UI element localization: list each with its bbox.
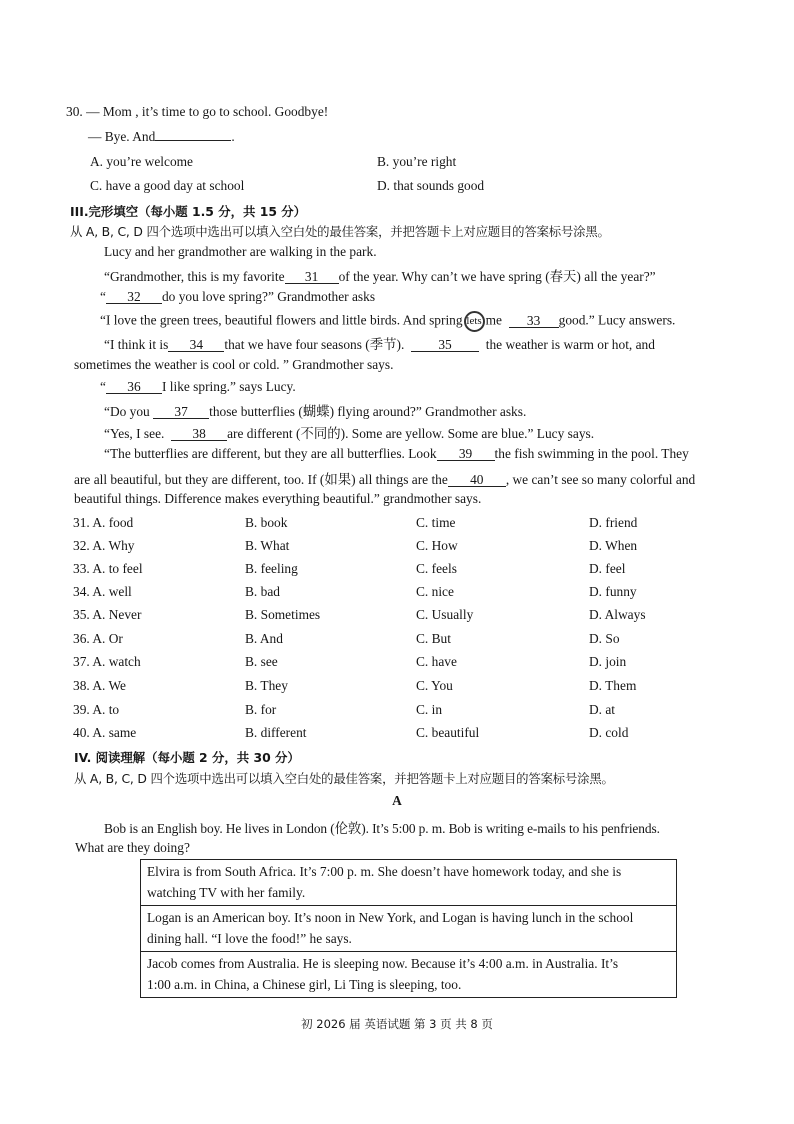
passage-text: “Grandmother, this is my favorite <box>104 269 285 284</box>
passage-text: that we have four seasons (季节). <box>224 337 405 352</box>
section3-title: III.完形填空（每小题 1.5 分，共 15 分） <box>70 204 307 219</box>
option-31d: D. friend <box>589 515 638 530</box>
reading-intro-line-2: What are they doing? <box>75 840 190 855</box>
passage-text: “The butterflies are different, but they are all butterflies. Look <box>104 446 437 461</box>
q30-stem: 30. — Mom , it’s time to go to school. Goodbye! <box>66 104 329 119</box>
passage-line-1: Lucy and her grandmother are walking in the park. <box>104 244 377 259</box>
option-37a: 37. A. watch <box>73 654 141 669</box>
option-33d: D. feel <box>589 561 626 576</box>
passage-line-3 <box>100 289 375 305</box>
passage-text: “ <box>100 289 106 304</box>
passage-line-10 <box>104 446 689 462</box>
passage-text: , we can’t see so many colorful and <box>505 472 696 487</box>
passage-text: the fish swimming in the pool. They <box>494 446 689 461</box>
blank-40: 40 <box>448 473 506 487</box>
box-line: Elvira is from South Africa. It’s 7:00 p. m. She doesn’t have homework today, and she is <box>147 864 622 879</box>
passage-line-7 <box>100 379 296 395</box>
box-line: watching TV with her family. <box>147 885 306 900</box>
passage-text: “ <box>100 379 106 394</box>
passage-line-8 <box>104 401 526 420</box>
reading-intro-line-1: Bob is an English boy. He lives in London (伦敦). It’s 5:00 p. m. Bob is writing e-mails to his penfriends. <box>104 821 660 836</box>
passage-text: me <box>485 312 502 328</box>
option-32b: B. What <box>245 538 290 553</box>
option-32d: D. When <box>589 538 638 553</box>
penfriend-box-cell <box>141 906 677 952</box>
option-36c: C. But <box>416 631 451 646</box>
q30-option-a: A. you’re welcome <box>90 154 193 169</box>
option-34a: 34. A. well <box>73 584 132 599</box>
penfriend-box <box>141 860 677 906</box>
blank-37: 37 <box>153 405 209 419</box>
passage-text: the weather is warm or hot, and <box>485 337 655 352</box>
passage-text: good.” Lucy answers. <box>558 312 676 328</box>
option-40c: C. beautiful <box>416 725 480 740</box>
option-32c: C. How <box>416 538 458 553</box>
penfriend-box-cell <box>141 952 677 998</box>
passage-label: A <box>392 793 402 808</box>
q30-blank <box>155 140 231 141</box>
blank-32: 32 <box>106 290 162 304</box>
option-34b: B. bad <box>245 584 280 599</box>
penfriend-box <box>141 952 677 998</box>
passage-line-6: sometimes the weather is cool or cold. ” Grandmother says. <box>74 357 394 372</box>
penfriend-boxes <box>140 859 677 998</box>
passage-text: those butterflies (蝴蝶) flying around?” Grandmother asks. <box>209 404 527 419</box>
option-37c: C. have <box>416 654 457 669</box>
passage-line-9 <box>104 423 594 442</box>
blank-33: 33 <box>509 314 559 328</box>
passage-text: I like spring.” says Lucy. <box>161 379 296 394</box>
blank-38: 38 <box>171 427 227 441</box>
penfriend-box <box>141 906 677 952</box>
page-footer: 初 2026 届 英语试题 第 3 页 共 8 页 <box>301 1017 493 1031</box>
box-line: Jacob comes from Australia. He is sleeping now. Because it’s 4:00 a.m. in Australia. It’s <box>147 956 619 971</box>
passage-text: do you love spring?” Grandmother asks <box>161 289 376 304</box>
q30-option-b: B. you’re right <box>377 154 457 169</box>
option-36d: D. So <box>589 631 620 646</box>
passage-line-4 <box>100 311 675 332</box>
section3-instruction: 从 A, B, C, D 四个选项中选出可以填入空白处的最佳答案，并把答题卡上对应题目的答案标号涂黑。 <box>70 224 610 239</box>
passage-text: “I love the green trees, beautiful flowers and little birds. And spring <box>100 312 463 328</box>
option-37d: D. join <box>589 654 627 669</box>
blank-31: 31 <box>285 270 339 284</box>
option-34c: C. nice <box>416 584 454 599</box>
q30-response <box>88 129 235 145</box>
option-36a: 36. A. Or <box>73 631 123 646</box>
passage-line-2 <box>104 266 656 285</box>
option-35c: C. Usually <box>416 607 474 622</box>
q30-response-suffix: . <box>231 129 235 144</box>
option-35b: B. Sometimes <box>245 607 321 622</box>
option-35a: 35. A. Never <box>73 607 142 622</box>
blank-39: 39 <box>437 447 495 461</box>
passage-line-11 <box>74 469 695 488</box>
passage-text: are all beautiful, but they are different, too. If (如果) all things are the <box>74 472 448 487</box>
section4-title: IV. 阅读理解（每小题 2 分，共 30 分） <box>74 750 300 765</box>
option-36b: B. And <box>245 631 283 646</box>
option-38d: D. Them <box>589 678 637 693</box>
option-33c: C. feels <box>416 561 457 576</box>
option-37b: B. see <box>245 654 278 669</box>
passage-line-5 <box>104 334 655 353</box>
circled-word: lets <box>464 311 485 332</box>
option-31c: C. time <box>416 515 456 530</box>
option-32a: 32. A. Why <box>73 538 135 553</box>
option-33b: B. feeling <box>245 561 298 576</box>
option-38b: B. They <box>245 678 288 693</box>
passage-text: of the year. Why can’t we have spring (春天) all the year?” <box>338 269 656 284</box>
q30-option-c: C. have a good day at school <box>90 178 245 193</box>
option-40b: B. different <box>245 725 307 740</box>
option-39c: C. in <box>416 702 443 717</box>
option-35d: D. Always <box>589 607 646 622</box>
option-40a: 40. A. same <box>73 725 137 740</box>
q30-response-prefix: — Bye. And <box>88 129 156 144</box>
penfriend-box-cell <box>141 860 677 906</box>
option-39b: B. for <box>245 702 277 717</box>
option-38a: 38. A. We <box>73 678 126 693</box>
option-38c: C. You <box>416 678 453 693</box>
q30-option-d: D. that sounds good <box>377 178 485 193</box>
option-31a: 31. A. food <box>73 515 134 530</box>
box-line: dining hall. “I love the food!” he says. <box>147 931 352 946</box>
passage-text: “Yes, I see. <box>104 426 165 441</box>
section4-instruction: 从 A, B, C, D 四个选项中选出可以填入空白处的最佳答案，并把答题卡上对应题目的答案标号涂黑。 <box>74 771 614 786</box>
option-34d: D. funny <box>589 584 637 599</box>
blank-36: 36 <box>106 380 162 394</box>
passage-text: are different (不同的). Some are yellow. Some are blue.” Lucy says. <box>227 426 595 441</box>
passage-line-12: beautiful things. Difference makes everything beautiful.” grandmother says. <box>74 491 482 506</box>
blank-34: 34 <box>168 338 224 352</box>
option-33a: 33. A. to feel <box>73 561 143 576</box>
box-line: Logan is an American boy. It’s noon in New York, and Logan is having lunch in the school <box>147 910 634 925</box>
option-31b: B. book <box>245 515 288 530</box>
blank-35: 35 <box>411 338 479 352</box>
passage-text: “I think it is <box>104 337 169 352</box>
option-40d: D. cold <box>589 725 629 740</box>
option-39a: 39. A. to <box>73 702 120 717</box>
option-39d: D. at <box>589 702 616 717</box>
box-line: 1:00 a.m. in China, a Chinese girl, Li Ting is sleeping, too. <box>147 977 462 992</box>
passage-text: “Do you <box>104 404 150 419</box>
